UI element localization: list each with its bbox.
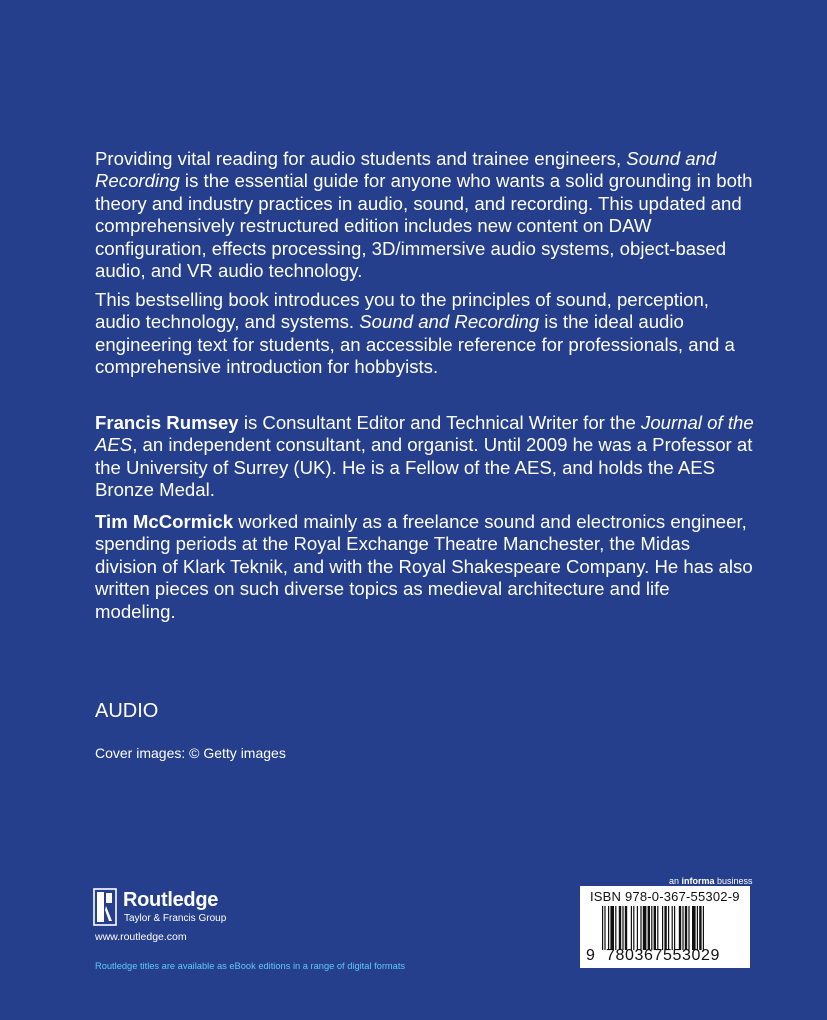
author-bio-text: is Consultant Editor and Technical Writer for the <box>238 412 642 433</box>
author-bio-text: , an independent consultant, and organist. Until 2009 he was a Professor at the University of Surrey (UK). He is a Fellow of the AES, and holds the AES Bronze Medal. <box>95 434 753 501</box>
publisher-url[interactable]: www.routledge.com <box>95 931 187 943</box>
description-text: is the essential guide for anyone who wants a solid grounding in both theory and industry practices in audio, sound, and recording. This updated and comprehensively restructured edition includes new content on DAW configuration, effects processing, 3D/immersive audio systems, object-based audio, and VR audio technology. <box>95 170 753 282</box>
informa-business-tagline <box>669 876 753 886</box>
publisher-logo <box>93 888 233 928</box>
cover-image-credit: Cover images: © Getty images <box>95 745 286 761</box>
description-text: Providing vital reading for audio students and trainee engineers, <box>95 148 627 169</box>
author-bio-rumsey <box>95 412 755 502</box>
publisher-name: Routledge <box>123 889 219 911</box>
ebook-availability-note: Routledge titles are available as eBook editions in a range of digital formats <box>95 961 406 971</box>
author-bio-mccormick <box>95 511 755 623</box>
routledge-logo-icon <box>93 888 117 926</box>
subject-category: AUDIO <box>95 700 159 722</box>
description-paragraph-2 <box>95 289 755 379</box>
isbn-number: ISBN 978-0-367-55302-9 <box>590 889 740 904</box>
barcode-icon <box>602 906 742 950</box>
author-name: Tim McCormick <box>95 511 234 532</box>
author-name: Francis Rumsey <box>95 412 239 433</box>
book-title-italic: Sound and Recording <box>359 311 540 333</box>
informa-suffix: business <box>714 876 753 886</box>
barcode-digits: 780367553029 <box>606 947 720 964</box>
barcode-first-digit: 9 <box>586 947 595 964</box>
description-text: is the ideal audio engineering text for students, an accessible reference for professionals, and a comprehensive introduction for hobbyists. <box>95 311 735 378</box>
informa-prefix: an <box>669 876 682 886</box>
publisher-group: Taylor & Francis Group <box>124 913 227 924</box>
author-bio-text: worked mainly as a freelance sound and electronics engineer, spending periods at the Royal Exchange Theatre Manchester, the Midas division of Klark Teknik, and with the Royal Shakespeare Company. He has also written pieces on such diverse topics as medieval architecture and life modeling. <box>95 511 753 622</box>
description-paragraph-1 <box>95 148 755 282</box>
book-title-italic: Sound and Recording <box>95 148 717 192</box>
informa-brand: informa <box>681 876 715 886</box>
isbn-barcode-box <box>580 886 750 968</box>
description-text: This bestselling book introduces you to the principles of sound, perception, audio technology, and systems. <box>95 289 709 333</box>
journal-title-italic: Journal of the AES <box>95 412 754 456</box>
